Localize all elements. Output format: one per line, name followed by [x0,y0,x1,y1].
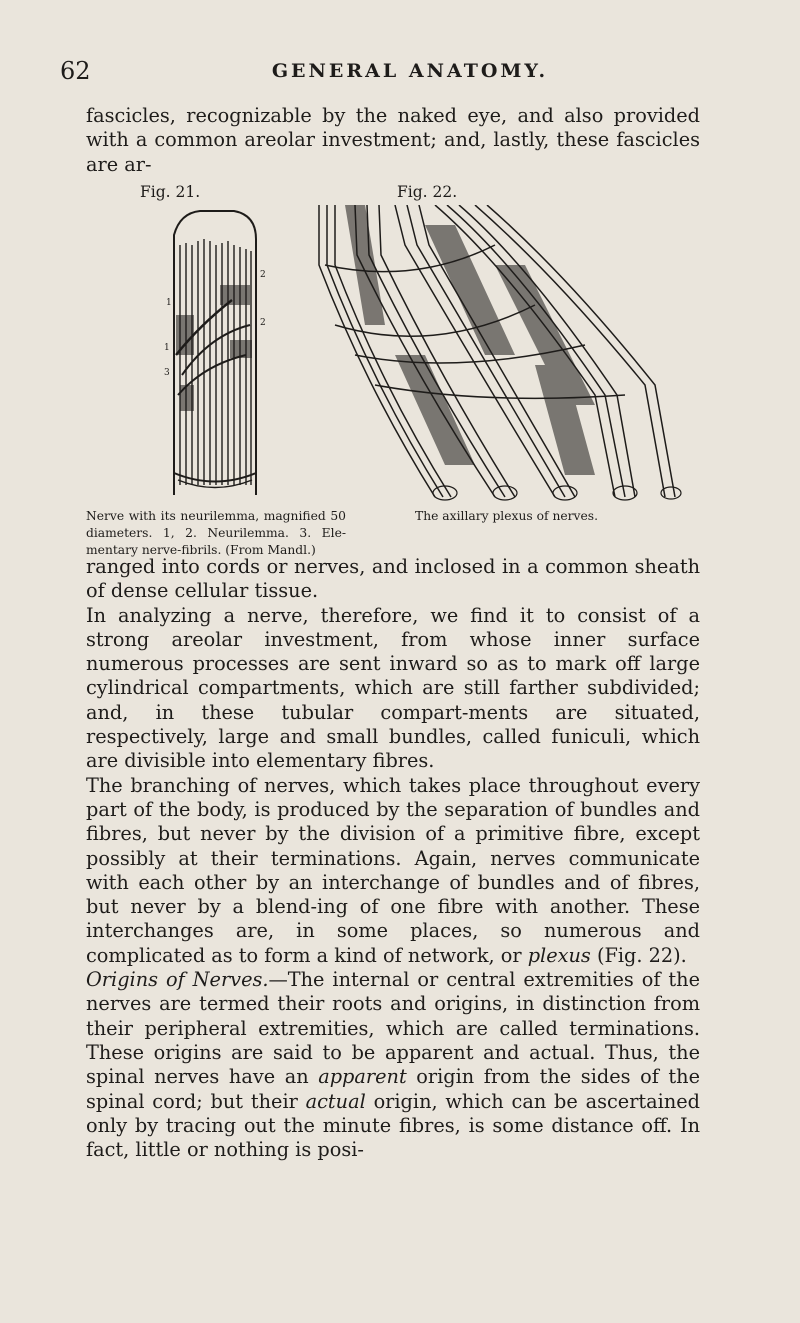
paragraph-origins [86,968,700,1162]
figure-21-caption: Nerve with its neurilemma, magnified 50 diameters. 1, 2. Neurilemma. 3. Ele-mentary nerve-fibrils. (From Mandl.) [86,509,346,557]
origins-text-a: —The internal or central extremities of the nerves are termed their roots and origins, in distinction from their peripheral extremities, which are called terminations. These origins are said to be apparent and actual. Thus, the spinal nerves have an [86,968,700,1089]
body-text [86,555,700,1162]
origins-text-c: origin, which can be ascertained only by tracing out the minute fibres, is some distance off. In fact, little or nothing is posi- [86,1089,700,1162]
paragraph-branching [86,774,700,968]
branching-text-end: (Fig. 22). [590,943,687,967]
paragraph-continued: ranged into cords or nerves, and inclosed in a common sheath of dense cellular tissue. [86,555,700,603]
page-header [60,57,760,87]
fig21-marker-3: 3 [164,368,170,378]
paragraph-analyzing-nerve: In analyzing a nerve, therefore, we find it to consist of a strong areolar investment, from whose inner surface numerous processes are sent inward so as to mark off large cylindrical compartments, which are still farther subdivided; and, in these tubular compart-ments are situated, respectively, large and small bundles, called funiculi, which are divisible into elementary fibres. [86,603,700,773]
figure-21-label: Fig. 21. [140,183,201,201]
page-number: 62 [60,57,91,85]
intro-paragraph: fascicles, recognizable by the naked eye, and also provided with a common areolar investment; and, lastly, these fascicles are ar- [86,104,700,176]
actual-term: actual [305,1089,366,1113]
origins-text-b: origin from the sides of the spinal cord; but their [86,1065,701,1113]
figure-22-plexus-illustration [295,205,685,501]
origins-heading: Origins of Nerves. [86,968,269,992]
figure-22-label: Fig. 22. [397,183,458,201]
plexus-term: plexus [527,943,591,967]
branching-text: The branching of nerves, which takes place throughout every part of the body, is produced by the separation of bundles and fibres, but never by the division of a primitive fibre, except possibly at their terminations. Again, nerves communicate with each other by an interchange of bundles and of fibres, but never by a blend-ing of one fibre with another. These interchanges are, in some places, so numerous and complicated as to form a kind of network, or [86,773,700,967]
fig21-marker-2a: 2 [260,270,266,280]
fig21-marker-1b: 1 [164,343,170,353]
figure-22-caption: The axillary plexus of nerves. [415,509,598,523]
apparent-term: apparent [318,1065,407,1089]
running-head: GENERAL ANATOMY. [271,60,549,82]
fig21-marker-2b: 2 [260,318,266,328]
figure-21-nerve-illustration [160,205,270,495]
fig21-marker-1a: 1 [166,298,172,308]
